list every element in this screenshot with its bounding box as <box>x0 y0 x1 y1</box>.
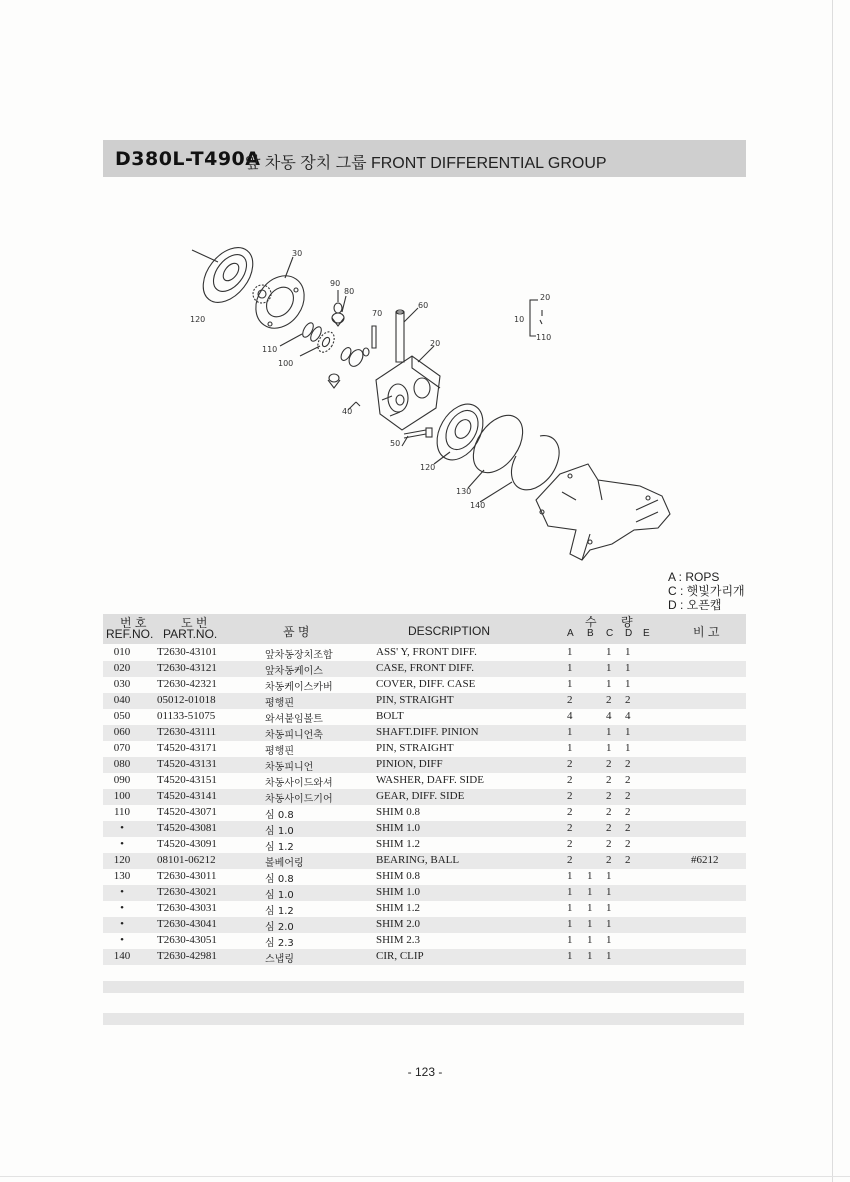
header-part-en: PART.NO. <box>163 627 218 641</box>
cell-part: T2630-43101 <box>157 646 217 658</box>
cell-desc: PINION, DIFF <box>376 758 443 770</box>
cell-name: 와셔붙임볼트 <box>265 714 323 725</box>
front-diff-case-part <box>376 356 440 430</box>
pinion-shaft-part <box>396 310 404 362</box>
cell-c: 1 <box>606 918 612 930</box>
table-row <box>103 949 746 965</box>
table-row <box>103 789 746 805</box>
pin-40-part <box>356 402 360 406</box>
cell-part: T4520-43071 <box>157 806 217 818</box>
cell-desc: SHIM 0.8 <box>376 806 421 818</box>
cell-a: 1 <box>567 950 573 962</box>
page-number: - 123 - <box>407 1065 443 1079</box>
cell-part: T4520-43151 <box>157 774 217 786</box>
callout-110: 110 <box>262 345 278 354</box>
callout-60: 60 <box>418 301 429 310</box>
assembly-bracket <box>530 300 542 336</box>
cell-a: 1 <box>567 886 573 898</box>
cell-ref: 070 <box>113 742 131 754</box>
table-row <box>103 661 746 677</box>
cell-name: 평행핀 <box>265 746 294 757</box>
cell-part: 05012-01018 <box>157 694 216 706</box>
cell-b: 1 <box>587 902 593 914</box>
cell-name: 차동사이드기어 <box>265 794 333 805</box>
cell-c: 1 <box>606 870 612 882</box>
cell-part: T2630-43011 <box>157 870 217 882</box>
cell-c: 1 <box>606 678 612 690</box>
callout-110-bracket: 110 <box>536 333 552 342</box>
callout-50: 50 <box>390 439 401 448</box>
cell-d: 4 <box>625 710 631 722</box>
cell-c: 2 <box>606 774 612 786</box>
cell-part: T2630-42321 <box>157 678 217 690</box>
table-row <box>103 645 746 661</box>
header-description: DESCRIPTION <box>408 624 491 638</box>
cell-name: 심 1.0 <box>265 826 294 837</box>
cell-part: T2630-43121 <box>157 662 217 674</box>
callout-140: 140 <box>470 501 486 510</box>
cell-c: 1 <box>606 742 612 754</box>
cell-a: 1 <box>567 678 573 690</box>
table-row <box>103 853 746 869</box>
header-qty-e: E <box>643 628 650 639</box>
cell-d: 2 <box>625 774 631 786</box>
header-qty-b: B <box>587 628 594 639</box>
cell-c: 1 <box>606 646 612 658</box>
callout-100: 100 <box>278 359 294 368</box>
exploded-parts-diagram <box>150 230 710 570</box>
cell-d: 2 <box>625 694 631 706</box>
cell-desc: SHIM 2.0 <box>376 918 421 930</box>
callout-130: 130 <box>456 487 472 496</box>
cell-c: 2 <box>606 854 612 866</box>
model-code: D380L-T490A <box>115 148 261 170</box>
legend-a: A : ROPS <box>668 570 720 584</box>
cell-d: 1 <box>625 742 631 754</box>
cell-ref: 090 <box>113 774 131 786</box>
cell-part: T4520-43081 <box>157 822 217 834</box>
cell-c: 1 <box>606 934 612 946</box>
table-row <box>103 933 746 949</box>
table-header <box>103 614 746 644</box>
cell-desc: PIN, STRAIGHT <box>376 742 454 754</box>
cell-a: 2 <box>567 790 573 802</box>
cell-desc: SHIM 2.3 <box>376 934 421 946</box>
cell-ref: 100 <box>113 790 131 802</box>
cell-c: 1 <box>606 902 612 914</box>
cell-part: 01133-51075 <box>157 710 216 722</box>
callout-20-bracket: 20 <box>540 293 551 302</box>
cell-part: 08101-06212 <box>157 854 216 866</box>
cell-d: 1 <box>625 646 631 658</box>
table-row <box>103 917 746 933</box>
cell-name: 볼베어링 <box>265 858 304 869</box>
cell-b: 1 <box>587 886 593 898</box>
page-edge-bottom <box>0 1176 850 1177</box>
cell-a: 2 <box>567 838 573 850</box>
header-ref-en: REF.NO. <box>106 627 154 641</box>
cell-d: 1 <box>625 726 631 738</box>
cell-desc: SHAFT.DIFF. PINION <box>376 726 479 738</box>
cell-desc: PIN, STRAIGHT <box>376 694 454 706</box>
cell-part: T4520-43131 <box>157 758 217 770</box>
cell-name: 심 2.0 <box>265 922 294 933</box>
cell-a: 2 <box>567 694 573 706</box>
cell-a: 1 <box>567 902 573 914</box>
empty-row-stripe <box>103 1013 744 1025</box>
cell-b: 1 <box>587 870 593 882</box>
cell-desc: CIR, CLIP <box>376 950 424 962</box>
callout-40: 40 <box>342 407 353 416</box>
callout-90: 90 <box>330 279 341 288</box>
cell-desc: SHIM 1.0 <box>376 886 421 898</box>
cell-part: T2630-43041 <box>157 918 217 930</box>
cell-a: 1 <box>567 870 573 882</box>
cell-name: 앞차동케이스 <box>265 666 323 677</box>
cell-b: 1 <box>587 934 593 946</box>
callout-80: 80 <box>344 287 355 296</box>
cell-name: 스냅링 <box>265 954 294 965</box>
table-row <box>103 821 746 837</box>
callout-10: 10 <box>514 315 525 324</box>
empty-row-stripe <box>103 981 744 993</box>
cell-name: 심 0.8 <box>265 810 294 821</box>
cell-ref: • <box>120 838 124 850</box>
table-row <box>103 693 746 709</box>
cell-c: 2 <box>606 790 612 802</box>
callout-120-right: 120 <box>420 463 436 472</box>
cell-a: 1 <box>567 726 573 738</box>
cell-desc: WASHER, DAFF. SIDE <box>376 774 484 786</box>
cell-ref: 040 <box>113 694 131 706</box>
cell-ref: • <box>120 886 124 898</box>
bearing-left-part <box>193 238 263 311</box>
table-row <box>103 677 746 693</box>
shim-and-gear-parts <box>301 321 338 355</box>
cell-name: 심 1.0 <box>265 890 294 901</box>
cell-name: 심 1.2 <box>265 842 294 853</box>
header-ref-ko: 번 호 <box>120 616 147 630</box>
cell-name: 차동피니언축 <box>265 730 323 741</box>
cell-name: 평행핀 <box>265 698 294 709</box>
cell-a: 1 <box>567 662 573 674</box>
cell-d: 2 <box>625 822 631 834</box>
cell-c: 4 <box>606 710 612 722</box>
cell-c: 1 <box>606 726 612 738</box>
cell-part: T4520-43171 <box>157 742 217 754</box>
table-row <box>103 869 746 885</box>
cell-ref: 030 <box>113 678 131 690</box>
cell-a: 4 <box>567 710 573 722</box>
cell-b: 1 <box>587 918 593 930</box>
callout-120-left: 120 <box>190 315 206 324</box>
header-qty-2: 량 <box>621 615 633 629</box>
table-row <box>103 725 746 741</box>
cell-desc: SHIM 1.0 <box>376 822 421 834</box>
header-qty-d: D <box>625 628 633 639</box>
cell-a: 2 <box>567 774 573 786</box>
cell-a: 2 <box>567 758 573 770</box>
cell-name: 앞차동장치조합 <box>265 650 333 661</box>
header-qty-a: A <box>567 628 574 639</box>
table-row <box>103 901 746 917</box>
legend-d: D : 오픈캡 <box>668 598 722 612</box>
cell-name: 심 2.3 <box>265 938 294 949</box>
cell-a: 2 <box>567 806 573 818</box>
cell-c: 2 <box>606 806 612 818</box>
cell-ref: 050 <box>113 710 131 722</box>
cell-ref: 060 <box>113 726 131 738</box>
cell-ref: 110 <box>113 806 131 818</box>
snap-ring-part <box>512 436 560 490</box>
cell-part: T2630-43051 <box>157 934 217 946</box>
cell-name: 차동사이드와셔 <box>265 778 333 789</box>
cell-name: 차동케이스카버 <box>265 682 333 693</box>
header-part-ko: 도 번 <box>181 616 208 630</box>
cell-name: 심 0.8 <box>265 874 294 885</box>
table-row <box>103 805 746 821</box>
cell-c: 2 <box>606 838 612 850</box>
cell-desc: CASE, FRONT DIFF. <box>376 662 474 674</box>
cell-desc: COVER, DIFF. CASE <box>376 678 476 690</box>
header-qty-1: 수 <box>585 615 597 629</box>
cell-ref: 130 <box>113 870 131 882</box>
cell-desc: BEARING, BALL <box>376 854 460 866</box>
table-row <box>103 709 746 725</box>
cell-ref: 010 <box>113 646 131 658</box>
cell-d: 1 <box>625 678 631 690</box>
cell-b: 1 <box>587 950 593 962</box>
callout-20: 20 <box>430 339 441 348</box>
cell-a: 1 <box>567 918 573 930</box>
cell-ref: 020 <box>113 662 131 674</box>
cell-desc: ASS' Y, FRONT DIFF. <box>376 646 477 658</box>
cell-a: 1 <box>567 934 573 946</box>
cell-a: 1 <box>567 742 573 754</box>
cell-d: 1 <box>625 662 631 674</box>
cell-name: 심 1.2 <box>265 906 294 917</box>
cell-ref: • <box>120 902 124 914</box>
cell-desc: GEAR, DIFF. SIDE <box>376 790 465 802</box>
cell-ref: 080 <box>113 758 131 770</box>
cell-name: 차동피니언 <box>265 762 314 773</box>
header-remarks: 비 고 <box>693 625 720 639</box>
cell-a: 1 <box>567 646 573 658</box>
legend-c: C : 햇빛가리개 <box>668 584 745 598</box>
shim-130-part <box>463 406 532 481</box>
page-edge-right <box>832 0 833 1182</box>
cell-part: T4520-43141 <box>157 790 217 802</box>
cell-part: T2630-43031 <box>157 902 217 914</box>
callout-70: 70 <box>372 309 383 318</box>
cell-c: 1 <box>606 662 612 674</box>
cell-c: 2 <box>606 758 612 770</box>
cell-d: 2 <box>625 790 631 802</box>
cell-part: T2630-43111 <box>157 726 217 738</box>
callout-30: 30 <box>292 249 303 258</box>
table-row <box>103 837 746 853</box>
cell-desc: SHIM 1.2 <box>376 902 421 914</box>
cell-part: T4520-43091 <box>157 838 217 850</box>
table-row <box>103 885 746 901</box>
cell-ref: • <box>120 918 124 930</box>
cell-ref: • <box>120 822 124 834</box>
table-row <box>103 773 746 789</box>
table-row <box>103 741 746 757</box>
cell-c: 2 <box>606 822 612 834</box>
header-qty-c: C <box>606 628 614 639</box>
variant-legend <box>668 570 745 612</box>
table-row <box>103 757 746 773</box>
cell-c: 1 <box>606 886 612 898</box>
straight-pin-part <box>372 326 376 348</box>
cell-part: T2630-42981 <box>157 950 217 962</box>
section-header <box>103 140 746 177</box>
axle-housing-part <box>536 464 670 560</box>
cell-ref: 140 <box>113 950 131 962</box>
diff-case-cover-part <box>246 266 314 337</box>
cell-a: 2 <box>567 854 573 866</box>
cell-a: 2 <box>567 822 573 834</box>
cell-desc: SHIM 0.8 <box>376 870 421 882</box>
cell-d: 2 <box>625 758 631 770</box>
header-name-ko: 품 명 <box>283 625 310 639</box>
cell-remark: #6212 <box>691 854 719 866</box>
cell-ref: 120 <box>113 854 131 866</box>
side-gear-parts <box>328 346 369 388</box>
cell-desc: SHIM 1.2 <box>376 838 421 850</box>
section-title: 앞 차동 장치 그룹 FRONT DIFFERENTIAL GROUP <box>245 155 607 172</box>
cell-d: 2 <box>625 838 631 850</box>
cell-c: 1 <box>606 950 612 962</box>
pinion-and-washer-parts <box>332 303 344 326</box>
cell-ref: • <box>120 934 124 946</box>
cell-c: 2 <box>606 694 612 706</box>
cell-desc: BOLT <box>376 710 404 722</box>
cell-d: 2 <box>625 806 631 818</box>
cell-part: T2630-43021 <box>157 886 217 898</box>
cell-d: 2 <box>625 854 631 866</box>
